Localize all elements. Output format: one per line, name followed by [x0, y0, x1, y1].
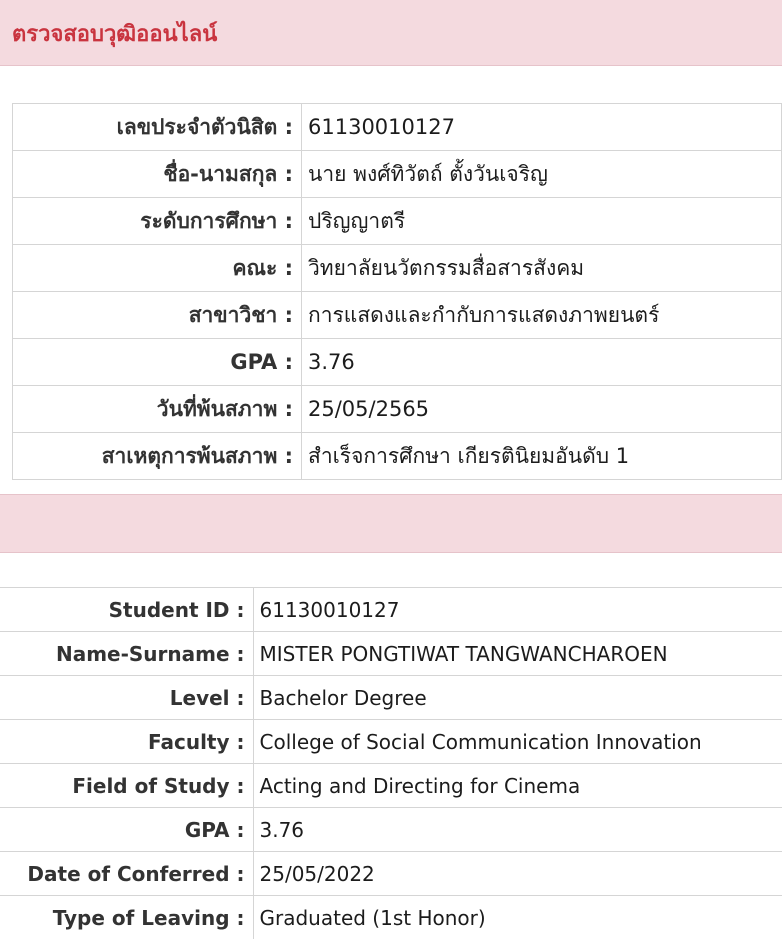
header-bar — [0, 0, 782, 66]
name-surname-label: Name-Surname : — [0, 632, 253, 676]
table-row — [0, 720, 782, 764]
graduation-date-label-th: วันที่พ้นสภาพ : — [13, 386, 302, 433]
date-conferred-value: 25/05/2022 — [253, 852, 782, 896]
gpa-value: 3.76 — [253, 808, 782, 852]
leaving-reason-label-th: สาเหตุการพ้นสภาพ : — [13, 433, 302, 480]
table-row — [13, 245, 782, 292]
table-row — [13, 292, 782, 339]
table-row — [0, 852, 782, 896]
gpa-value-th: 3.76 — [302, 339, 782, 386]
page-title: ตรวจสอบวุฒิออนไลน์ — [12, 22, 218, 47]
faculty-value: College of Social Communication Innovation — [253, 720, 782, 764]
english-record-table — [0, 587, 782, 939]
type-of-leaving-value: Graduated (1st Honor) — [253, 896, 782, 939]
name-label-th: ชื่อ-นามสกุล : — [13, 151, 302, 198]
table-row — [0, 764, 782, 808]
faculty-value-th: วิทยาลัยนวัตกรรมสื่อสารสังคม — [302, 245, 782, 292]
table-row — [13, 104, 782, 151]
table-row — [13, 386, 782, 433]
field-of-study-value: Acting and Directing for Cinema — [253, 764, 782, 808]
name-surname-value: MISTER PONGTIWAT TANGWANCHAROEN — [253, 632, 782, 676]
gpa-label: GPA : — [0, 808, 253, 852]
faculty-label-th: คณะ : — [13, 245, 302, 292]
table-row — [0, 676, 782, 720]
leaving-reason-value-th: สำเร็จการศึกษา เกียรตินิยมอันดับ 1 — [302, 433, 782, 480]
table-row — [13, 433, 782, 480]
field-value-th: การแสดงและกำกับการแสดงภาพยนตร์ — [302, 292, 782, 339]
date-conferred-label: Date of Conferred : — [0, 852, 253, 896]
faculty-label: Faculty : — [0, 720, 253, 764]
table-row — [0, 632, 782, 676]
name-value-th: นาย พงศ์ทิวัตถ์ ตั้งวันเจริญ — [302, 151, 782, 198]
gpa-label-th: GPA : — [13, 339, 302, 386]
level-label: Level : — [0, 676, 253, 720]
section-divider-band — [0, 494, 782, 553]
student-id-value-th: 61130010127 — [302, 104, 782, 151]
table-row — [13, 339, 782, 386]
field-label-th: สาขาวิชา : — [13, 292, 302, 339]
level-label-th: ระดับการศึกษา : — [13, 198, 302, 245]
student-id-label: Student ID : — [0, 588, 253, 632]
table-row — [13, 151, 782, 198]
thai-record-table — [12, 103, 782, 480]
student-id-label-th: เลขประจำตัวนิสิต : — [13, 104, 302, 151]
table-row — [0, 896, 782, 939]
table-row — [13, 198, 782, 245]
level-value: Bachelor Degree — [253, 676, 782, 720]
table-row — [0, 808, 782, 852]
level-value-th: ปริญญาตรี — [302, 198, 782, 245]
type-of-leaving-label: Type of Leaving : — [0, 896, 253, 939]
field-of-study-label: Field of Study : — [0, 764, 253, 808]
table-row — [0, 588, 782, 632]
graduation-date-value-th: 25/05/2565 — [302, 386, 782, 433]
student-id-value: 61130010127 — [253, 588, 782, 632]
